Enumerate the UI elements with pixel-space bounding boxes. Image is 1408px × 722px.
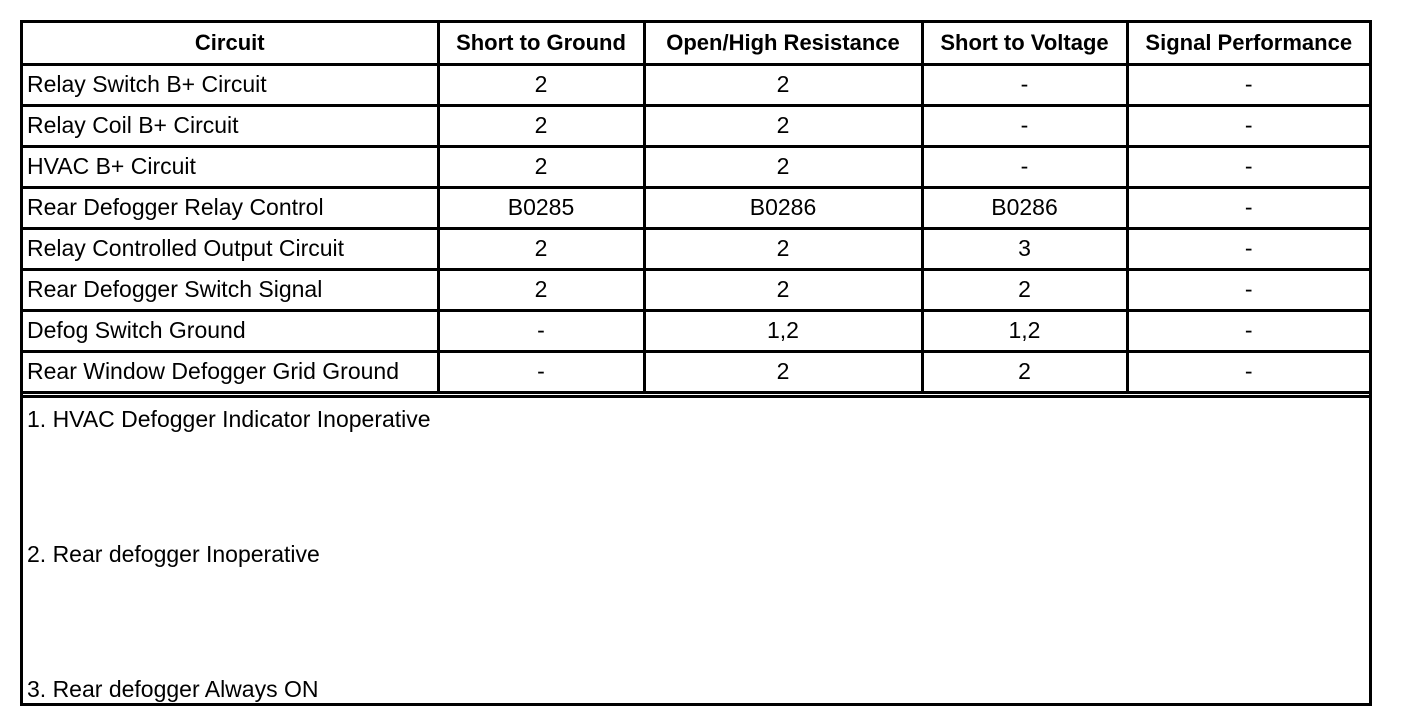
table-row [23, 228, 1369, 269]
short-to-voltage-cell: - [922, 64, 1127, 105]
table-row [23, 310, 1369, 351]
note-rear-defogger-always-on: 3. Rear defogger Always ON [27, 676, 319, 702]
circuit-name-cell: Rear Defogger Relay Control [23, 187, 438, 228]
table-header-row [23, 23, 1369, 64]
signal-performance-cell: - [1127, 310, 1369, 351]
signal-performance-cell: - [1127, 269, 1369, 310]
open-high-resistance-cell: 2 [644, 146, 922, 187]
header-circuit: Circuit [23, 23, 438, 64]
short-to-ground-cell: B0285 [438, 187, 644, 228]
diagnostic-table-container [20, 20, 1372, 706]
signal-performance-cell: - [1127, 146, 1369, 187]
short-to-voltage-cell: - [922, 105, 1127, 146]
signal-performance-cell: - [1127, 187, 1369, 228]
signal-performance-cell: - [1127, 64, 1369, 105]
note-rear-defogger-inoperative: 2. Rear defogger Inoperative [27, 541, 320, 567]
table-row [23, 269, 1369, 310]
header-short-to-voltage: Short to Voltage [922, 23, 1127, 64]
open-high-resistance-cell: 2 [644, 228, 922, 269]
short-to-voltage-cell: 2 [922, 351, 1127, 392]
circuit-diagnostic-table [23, 23, 1369, 394]
circuit-name-cell: Defog Switch Ground [23, 310, 438, 351]
circuit-name-cell: Relay Coil B+ Circuit [23, 105, 438, 146]
short-to-ground-cell: 2 [438, 105, 644, 146]
short-to-ground-cell: 2 [438, 228, 644, 269]
open-high-resistance-cell: 2 [644, 351, 922, 392]
signal-performance-cell: - [1127, 105, 1369, 146]
short-to-ground-cell: - [438, 351, 644, 392]
circuit-name-cell: Relay Controlled Output Circuit [23, 228, 438, 269]
circuit-name-cell: Rear Defogger Switch Signal [23, 269, 438, 310]
header-short-to-ground: Short to Ground [438, 23, 644, 64]
circuit-name-cell: HVAC B+ Circuit [23, 146, 438, 187]
circuit-name-cell: Rear Window Defogger Grid Ground [23, 351, 438, 392]
circuit-name-cell: Relay Switch B+ Circuit [23, 64, 438, 105]
table-row [23, 351, 1369, 392]
short-to-ground-cell: 2 [438, 64, 644, 105]
open-high-resistance-cell: B0286 [644, 187, 922, 228]
short-to-voltage-cell: B0286 [922, 187, 1127, 228]
signal-performance-cell: - [1127, 351, 1369, 392]
short-to-voltage-cell: 3 [922, 228, 1127, 269]
header-open-high-resistance: Open/High Resistance [644, 23, 922, 64]
short-to-ground-cell: 2 [438, 146, 644, 187]
open-high-resistance-cell: 2 [644, 269, 922, 310]
notes-section [23, 395, 1369, 703]
note-hvac-indicator-inoperative: 1. HVAC Defogger Indicator Inoperative [27, 406, 431, 432]
short-to-voltage-cell: - [922, 146, 1127, 187]
header-signal-performance: Signal Performance [1127, 23, 1369, 64]
open-high-resistance-cell: 1,2 [644, 310, 922, 351]
short-to-ground-cell: - [438, 310, 644, 351]
table-row [23, 187, 1369, 228]
table-row [23, 105, 1369, 146]
table-row [23, 64, 1369, 105]
signal-performance-cell: - [1127, 228, 1369, 269]
open-high-resistance-cell: 2 [644, 64, 922, 105]
open-high-resistance-cell: 2 [644, 105, 922, 146]
short-to-ground-cell: 2 [438, 269, 644, 310]
table-row [23, 146, 1369, 187]
short-to-voltage-cell: 2 [922, 269, 1127, 310]
short-to-voltage-cell: 1,2 [922, 310, 1127, 351]
